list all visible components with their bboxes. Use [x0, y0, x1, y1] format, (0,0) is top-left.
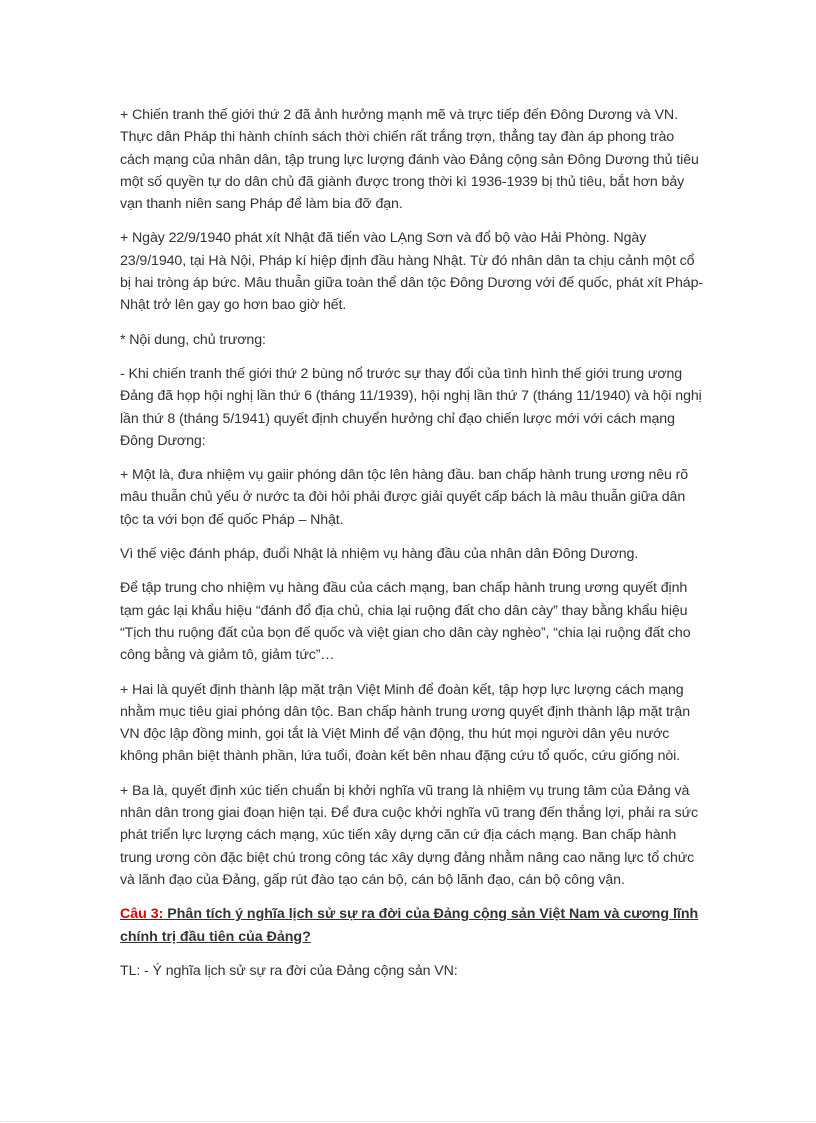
- paragraph-slogans: Để tập trung cho nhiệm vụ hàng đầu của cách mạng, ban chấp hành trung ương quyết định tạm gác lại khẩu hiệu “đánh đổ địa chủ, chia lại ruộng đất cho dân cày” thay bằng khẩu hiệu “Tịch thu ruộng đất của bọn đế quốc và việt gian cho dân cày nghèo”, “chia lại ruộng đất cho công bằng và giảm tô, giảm tức”…: [120, 580, 691, 664]
- paragraph-conferences: - Khi chiến tranh thế giới thứ 2 bùng nổ trước sự thay đổi của tình hình thế giới trung ương Đảng đã họp hội nghị lần thứ 6 (tháng 11/1939), hội nghị lần thứ 7 (tháng 11/1940) và hội nghị lần thứ 8 (tháng 5/1941) quyết định chuyển hưởng chỉ đạo chiến lược mới với cách mạng Đông Dương:: [120, 365, 702, 449]
- paragraph-content-heading: * Nội dung, chủ trương:: [120, 331, 266, 348]
- question-heading: [120, 903, 706, 948]
- paragraph-third-point: + Ba là, quyết định xúc tiến chuẩn bị khởi nghĩa vũ trang là nhiệm vụ trung tâm của Đảng và nhân dân trong giai đoạn hiện tại. Để đưa cuộc khởi nghĩa vũ trang đến thắng lợi, phải ra sức phát triển lực lượng cách mạng, xúc tiến xây dựng căn cứ địa cách mạng. Ban chấp hành trung ương còn đặc biệt chú trong công tác xây dựng đảng nhằm nâng cao năng lực tổ chức và lãnh đạo của Đảng, gấp rút đào tạo cán bộ, cán bộ lãnh đạo, cán bộ công vận.: [120, 782, 699, 888]
- paragraph-main-task: Vì thế việc đánh pháp, đuổi Nhật là nhiệm vụ hàng đầu của nhân dân Đông Dương.: [120, 546, 639, 563]
- answer-intro: TL: - Ý nghĩa lịch sử sự ra đời của Đảng cộng sản VN:: [120, 962, 458, 979]
- paragraph-first-point: + Một là, đưa nhiệm vụ gaiir phóng dân tộc lên hàng đầu. ban chấp hành trung ương nêu rõ mâu thuẫn chủ yếu ở nước ta đòi hỏi phải được giải quyết cấp bách là mâu thuẫn giữa dân tộc ta với bọn đế quốc Pháp – Nhật.: [120, 467, 689, 528]
- paragraph-japan-invasion: + Ngày 22/9/1940 phát xít Nhật đã tiến vào LẠng Sơn và đổ bộ vào Hải Phòng. Ngày 23/9/1940, tại Hà Nội, Pháp kí hiệp định đầu hàng Nhật. Từ đó nhân dân ta chịu cảnh một cổ bị hai tròng áp bức. Mâu thuẫn giữa toàn thể dân tộc Đông Dương với đế quốc, phát xít Pháp- Nhật trở lên gay go hơn bao giờ hết.: [120, 230, 704, 314]
- paragraph-second-point: + Hai là quyết định thành lập mặt trận Việt Minh để đoàn kết, tập hợp lực lượng cách mạng nhằm mục tiêu giai phóng dân tộc. Ban chấp hành trung ương quyết định thành lập mặt trận VN độc lập đồng minh, gọi tắt là Việt Minh để vận động, thu hút mọi người dân yêu nước không phân biệt thành phần, lứa tuổi, đoàn kết bên nhau đặng cứu tổ quốc, cứu giống nòi.: [120, 681, 691, 765]
- question-label: Câu 3:: [120, 906, 164, 923]
- question-text: Phân tích ý nghĩa lịch sử sự ra đời của Đảng cộng sản Việt Nam và cương lĩnh chính trị đầu tiên của Đảng?: [120, 906, 699, 945]
- page-bottom-divider: [0, 1121, 816, 1122]
- paragraph-war-impact: + Chiến tranh thế giới thứ 2 đã ảnh hưởng mạnh mẽ và trực tiếp đến Đông Dương và VN. Thực dân Pháp thi hành chính sách thời chiến rất trắng trợn, thẳng tay đàn áp phong trào cách mạng của nhân dân, tập trung lực lượng đánh vào Đảng cộng sản Đông Dương thủ tiêu một số quyền tự do dân chủ đã giành được trong thời kì 1936-1939 bị thủ tiêu, bắt hơn bảy vạn thanh niên sang Pháp để làm bia đỡ đạn.: [120, 107, 699, 213]
